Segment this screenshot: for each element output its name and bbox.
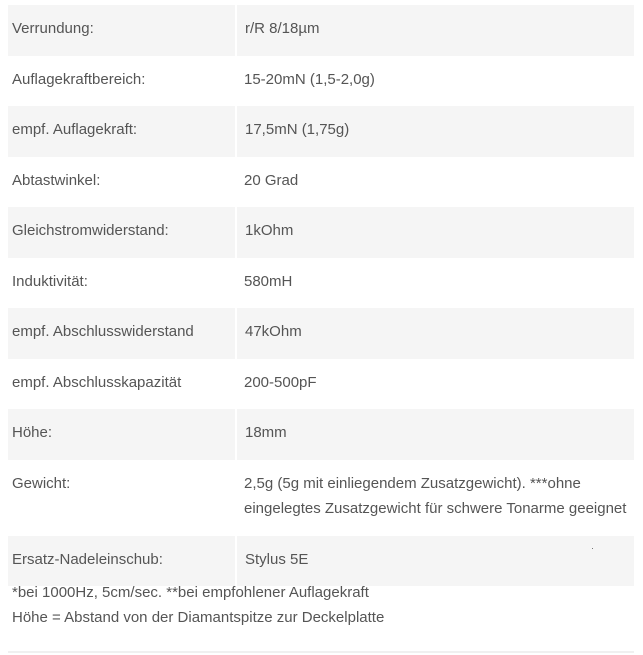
footnote-line: Höhe = Abstand von der Diamantspitze zur Deckelplatte xyxy=(12,609,385,626)
spec-label: Gewicht: xyxy=(12,474,71,492)
spec-value: 200-500pF xyxy=(244,373,317,391)
spec-label: Gleichstromwiderstand: xyxy=(8,207,236,258)
spec-value: 1kOhm xyxy=(236,207,634,258)
spec-value: 580mH xyxy=(244,272,293,290)
table-row xyxy=(8,359,634,410)
spec-label: Höhe: xyxy=(8,409,236,460)
table-row xyxy=(8,157,634,208)
spec-label: Verrundung: xyxy=(8,5,236,56)
spec-label: empf. Abschlusswiderstand xyxy=(8,308,236,359)
spec-label: Auflagekraftbereich: xyxy=(12,70,146,88)
spec-value: 18mm xyxy=(236,409,634,460)
spec-value: 15-20mN (1,5-2,0g) xyxy=(244,70,375,88)
spec-label: Induktivität: xyxy=(12,272,88,290)
spec-value: 2,5g (5g mit einliegendem Zusatzgewicht). ***ohne eingelegtes Zusatzgewicht für schwere Tonarme geeignet xyxy=(244,474,627,517)
spec-value: r/R 8/18µm xyxy=(236,5,634,56)
table-row xyxy=(8,258,634,309)
spec-value: 20 Grad xyxy=(244,171,299,189)
spec-table xyxy=(8,5,634,586)
stray-dot xyxy=(592,548,593,549)
spec-value: 17,5mN (1,75g) xyxy=(236,106,634,157)
table-row xyxy=(8,5,634,56)
spec-label: Ersatz-Nadeleinschub: xyxy=(8,536,236,587)
table-row xyxy=(8,308,634,359)
spec-value: Stylus 5E xyxy=(236,536,634,587)
table-row xyxy=(8,460,634,536)
table-row xyxy=(8,409,634,460)
table-row xyxy=(8,56,634,107)
spec-label: Abtastwinkel: xyxy=(12,171,101,189)
spec-label: empf. Abschlusskapazität xyxy=(12,373,182,391)
table-row xyxy=(8,207,634,258)
footnote-line: *bei 1000Hz, 5cm/sec. **bei empfohlener Auflagekraft xyxy=(12,584,369,601)
spec-value: 47kOhm xyxy=(236,308,634,359)
table-row xyxy=(8,106,634,157)
table-row xyxy=(8,536,634,587)
footnotes xyxy=(12,580,384,630)
spec-label: empf. Auflagekraft: xyxy=(8,106,236,157)
divider xyxy=(8,651,634,653)
